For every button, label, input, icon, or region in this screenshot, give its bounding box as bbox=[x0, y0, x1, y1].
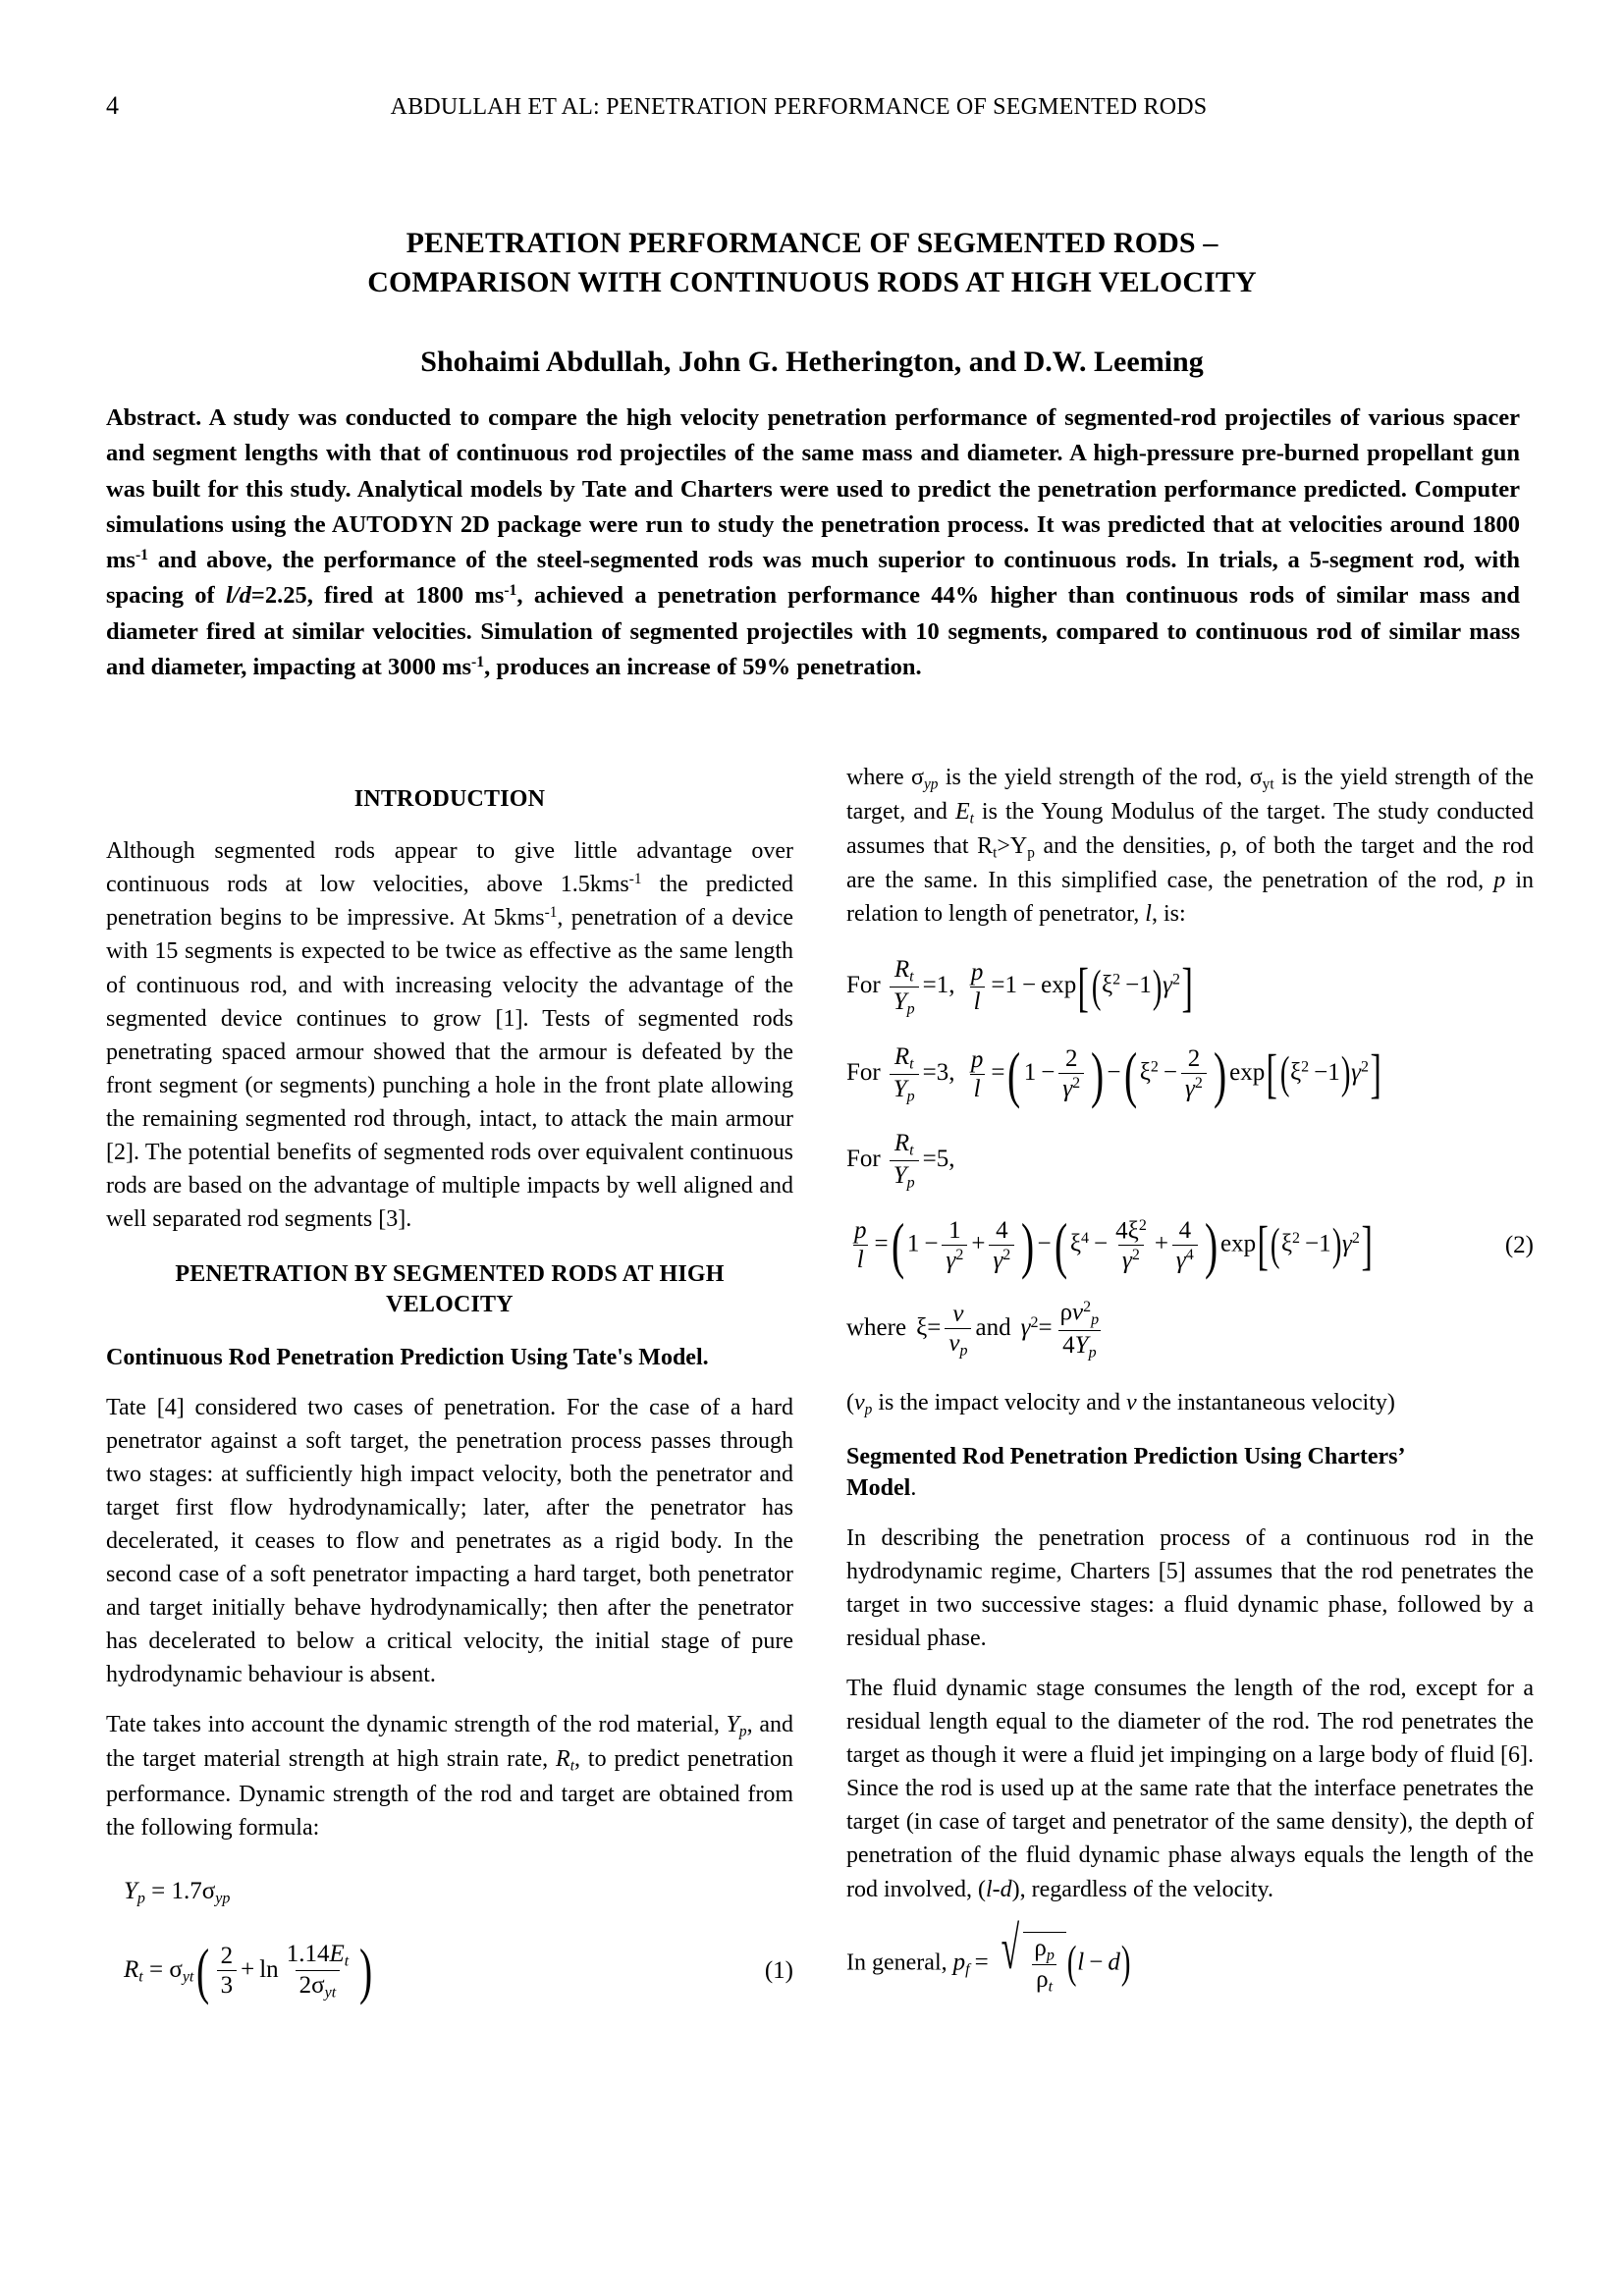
velocity-note-sub-p: p bbox=[864, 1401, 873, 1418]
intro-p1-a: Although segmented rods appear to give little advantage over continuous rods at low velocities, above 1.5kms bbox=[106, 838, 793, 898]
charters-heading-period: . bbox=[910, 1474, 917, 1501]
equation-1-body: $R_t = \sigma_{yt}$( $\frac{2}{3}$ + ln $\frac{1.14E_t}{2\sigma_{yt}}$ ) bbox=[124, 1936, 373, 2006]
equation-xi-gamma-body: where ξ= $\frac{\nu}{\nu_p}$ and $\gamma^2=$ $\frac{\rho\nu^2_p}{4Y_p}$ bbox=[846, 1299, 1100, 1361]
charters-heading-line-1: Segmented Rod Penetration Prediction Using Charters’ bbox=[846, 1444, 1406, 1470]
where-f: and the densities, ρ, of both the target and the rod are the same. In this simplified case, the penetration of the rod, bbox=[846, 833, 1534, 894]
penetration-heading-line-1: PENETRATION BY SEGMENTED RODS AT HIGH bbox=[175, 1261, 725, 1288]
abstract-text-1: A study was conducted to compare the high velocity penetration performance of segmented-rod projectiles of various spacer and segment lengths with that of continuous rod projectiles of the same mass and diameter. A high-pressure pre-burned propellant gun was built for this study. Analytical models by Tate and Charters were used to predict the penetration performance predicted. Computer simulations using the AUTODYN 2D package were run to study the penetration process. It was predicted that at velocities around 1800 ms bbox=[106, 404, 1520, 573]
where-sub-Rt: t bbox=[993, 844, 998, 862]
abstract-text-5: , produces an increase of 59% penetration. bbox=[484, 653, 922, 680]
page-number: 4 bbox=[106, 91, 119, 120]
in-general-label: In general, bbox=[846, 1949, 953, 1976]
charters-paragraph-1: In describing the penetration process of a continuous rod in the hydrodynamic regime, Charters [5] assumes that the rod penetrates the target in two successive stages: a fluid dynamic phase, followed by a residual phase. bbox=[846, 1524, 1534, 1651]
where-a: where σ bbox=[846, 765, 924, 790]
equation-2-number: (2) bbox=[1504, 1231, 1534, 1258]
tate-p2-a: Tate takes into account the dynamic strength of the rod material, bbox=[106, 1712, 727, 1738]
intro-paragraph-1 bbox=[106, 834, 793, 1236]
where-symbol-E: E bbox=[954, 799, 970, 826]
section-heading-introduction: INTRODUCTION bbox=[353, 786, 546, 812]
equation-2-row bbox=[846, 1210, 1534, 1281]
author-list: Shohaimi Abdullah, John G. Hetherington, and D.W. Leeming bbox=[420, 345, 1204, 378]
equation-1-row bbox=[106, 1936, 793, 2006]
title-block bbox=[147, 224, 1477, 379]
tate-paragraph-1: Tate [4] considered two cases of penetration. For the case of a hard penetrator against a soft target, the penetration process passes through two stages: at sufficiently high impact velocity, both the penetrator and target first flow hydrodynamically; later, after the penetrator has decelerated, it ceases to flow and penetrates as a rigid body. In the second case of a soft penetrator impacting a hard target, both penetrator and target initially behave hydrodynamically; then after the penetrator has decelerated to below a critical velocity, the initial stage of pure hydrodynamic behaviour is absent. bbox=[106, 1394, 793, 1688]
where-sub-t: t bbox=[969, 810, 974, 828]
where-sub-yp: yp bbox=[923, 775, 939, 793]
equation-ratio-5-row bbox=[846, 1130, 1534, 1191]
equation-pf-body: In general, $p_f$ = √ $\frac{\rho_p}{\rho_t}$ (l − d) bbox=[846, 1914, 1131, 1996]
subsection-heading-tate-model: Continuous Rod Penetration Prediction Using Tate's Model. bbox=[106, 1344, 709, 1370]
running-head bbox=[106, 93, 1518, 127]
abstract-italic-ld: l/d bbox=[226, 582, 251, 610]
running-title: ABDULLAH ET AL: PENETRATION PERFORMANCE OF SEGMENTED RODS bbox=[390, 94, 1208, 120]
where-b: is the yield strength of the rod, σ bbox=[938, 765, 1263, 790]
equation-xi-gamma-row bbox=[846, 1299, 1534, 1361]
tate-p2-symbol-R: R bbox=[556, 1746, 570, 1773]
abstract-sup-1: -1 bbox=[135, 546, 149, 563]
abstract-text-2: and above, the performance of the steel-segmented rods was much superior to continuous rods. In trials, a 5-segment rod, with spacing of bbox=[106, 547, 1520, 610]
intro-p1-b: the predicted penetration begins to be impressive. At 5kms bbox=[106, 872, 793, 932]
subsection-heading-charters-model bbox=[846, 1442, 1534, 1503]
tate-p2-subscript-t: t bbox=[569, 1757, 574, 1775]
page-title bbox=[147, 224, 1477, 302]
title-line-2: COMPARISON WITH CONTINUOUS RODS AT HIGH VELOCITY bbox=[367, 265, 1257, 298]
equation-ratio-3-row bbox=[846, 1039, 1534, 1109]
charters-paragraph-2 bbox=[846, 1672, 1534, 1906]
velocity-note-a: ( bbox=[846, 1390, 854, 1416]
equation-1-number: (1) bbox=[764, 1957, 793, 1985]
where-symbol-p: p bbox=[1493, 868, 1506, 894]
intro-p1-sup-1: -1 bbox=[628, 871, 642, 888]
abstract-label: Abstract. bbox=[106, 404, 202, 431]
tate-paragraph-2 bbox=[106, 1708, 793, 1843]
left-column bbox=[106, 761, 793, 2027]
velocity-note-symbol-v: v bbox=[854, 1390, 865, 1416]
velocity-note-b: is the impact velocity and bbox=[872, 1390, 1126, 1416]
charters-heading-line-2: Model bbox=[846, 1474, 911, 1501]
penetration-heading-line-2: VELOCITY bbox=[386, 1292, 514, 1318]
section-heading-penetration-segmented bbox=[106, 1259, 793, 1320]
velocity-note-paragraph bbox=[846, 1386, 1534, 1420]
where-c: is the yield strength of the target, and bbox=[846, 765, 1534, 826]
velocity-note-symbol-v2: v bbox=[1125, 1390, 1137, 1416]
equation-ratio-5-body: For $\frac{R_t}{Y_p}$ =5, bbox=[846, 1130, 955, 1192]
where-sub-yt: yt bbox=[1262, 775, 1274, 793]
abstract-sup-2: -1 bbox=[504, 582, 517, 600]
equation-ratio-1-row bbox=[846, 956, 1534, 1017]
charters-p2-b: ), regardless of the velocity. bbox=[1011, 1876, 1273, 1902]
tate-p2-c: , to predict penetration performance. Dynamic strength of the rod and target are obtained from the following formula: bbox=[106, 1746, 793, 1841]
velocity-note-c: the instantaneous velocity) bbox=[1136, 1390, 1395, 1416]
title-line-1: PENETRATION PERFORMANCE OF SEGMENTED RODS – bbox=[406, 227, 1218, 259]
intro-p1-sup-2: -1 bbox=[544, 904, 558, 922]
abstract-sup-3: -1 bbox=[471, 653, 485, 670]
tate-p2-symbol-Y: Y bbox=[726, 1712, 739, 1738]
where-g: in relation to length of penetrator, bbox=[846, 868, 1535, 928]
tate-p2-b: , and the target material strength at high strain rate, bbox=[106, 1712, 793, 1773]
where-symbol-l: l bbox=[1145, 901, 1152, 928]
right-column bbox=[846, 761, 1534, 2021]
equation-ratio-3-body: For $\frac{R_t}{Y_p}$ =3, $\frac{p}{l}$ =( 1 − $\frac{2}{\gamma^2}$ ) −( $\xi^2$ − $\frac{2}{\gamma^2}$ ) $\exp[(\xi^2 -1)\gamma^2]$ bbox=[846, 1039, 1381, 1109]
equation-yield-strength-rod bbox=[106, 1870, 793, 1915]
tate-p2-subscript-p: p bbox=[738, 1723, 747, 1740]
equation-ratio-1-body: For $\frac{R_t}{Y_p}$ =1, $\frac{p}{l}$ $=1 - \exp[(\xi^2 -1)\gamma^2]$ bbox=[846, 956, 1193, 1018]
abstract-block bbox=[106, 400, 1520, 685]
equation-yp-body: $Y_p = 1.7\sigma_{yp}$ bbox=[124, 1877, 231, 1907]
equation-pf-row bbox=[846, 1914, 1534, 1996]
where-d: is the Young Modulus of the target. The study conducted assumes that R bbox=[846, 799, 1534, 860]
charters-p2-italic-ld: l-d bbox=[985, 1876, 1012, 1902]
equation-2-body: $\frac{p}{l}$ =( 1 − $\frac{1}{\gamma^2}$ + $\frac{4}{\gamma^2}$ ) −( $\xi^4$ − $\frac{4\xi^2}{\gamma^2}$ + $\frac{4}{\gamma^4}$ ) $\exp[(\xi^2 -1)\gamma^2]$ bbox=[854, 1210, 1373, 1281]
charters-p2-a: The fluid dynamic stage consumes the length of the rod, except for a residual length equal to the diameter of the rod. The rod penetrates the target as though it were a fluid jet impinging on a large body of fluid [6]. Since the rod is used up at the same rate that the interface penetrates the target (in case of target and penetrator of the same density), the depth of penetration of the fluid dynamic phase always equals the length of the rod involved, ( bbox=[846, 1676, 1534, 1902]
where-e: >Y bbox=[997, 833, 1028, 860]
where-sub-Yp: p bbox=[1027, 844, 1035, 862]
abstract-text-3: =2.25, fired at 1800 ms bbox=[250, 582, 505, 610]
where-symbols-paragraph bbox=[846, 761, 1534, 931]
abstract-text-4: , achieved a penetration performance 44% higher than continuous rods of similar mass and diameter fired at similar velocities. Simulation of segmented projectiles with 10 segments, compared to continuous rod of similar mass and diameter, impacting at 3000 ms bbox=[106, 582, 1520, 680]
where-h: , is: bbox=[1151, 901, 1186, 928]
intro-p1-c: , penetration of a device with 15 segments is expected to be twice as effective as the same length of continuous rod, and with increasing velocity the advantage of the segmented device continues to grow [1]. Tests of segmented rods penetrating spaced armour showed that the armour is defeated by the front segment (or segments) punching a hole in the front plate allowing the remaining segmented rod through, intact, to attack the main armour [2]. The potential benefits of segmented rods over equivalent continuous rods are based on the advantage of multiple impacts by well aligned and well separated rod segments [3]. bbox=[106, 905, 793, 1233]
